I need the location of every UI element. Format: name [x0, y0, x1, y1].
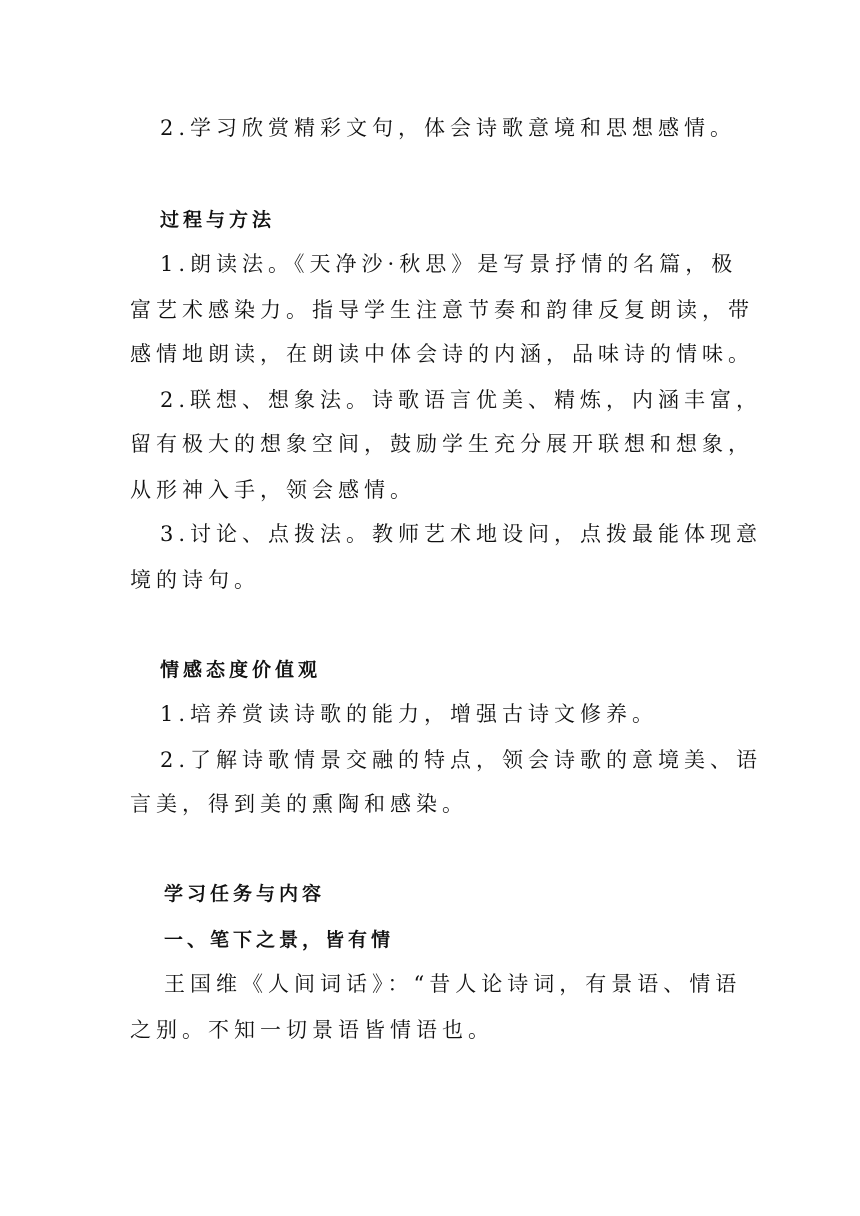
goal-item-2: 2.学习欣赏精彩文句，体会诗歌意境和思想感情。 — [160, 116, 737, 140]
method-2-line-1: 2.联想、想象法。诗歌语言优美、精炼，内涵丰富， — [160, 388, 763, 412]
method-1-line-2: 富艺术感染力。指导学生注意节奏和韵律反复朗读，带 — [130, 298, 754, 322]
attitude-item-2-line-2: 言美，得到美的熏陶和感染。 — [130, 792, 468, 816]
attitude-item-1: 1.培养赏读诗歌的能力，增强古诗文修养。 — [160, 702, 659, 726]
method-2-line-3: 从形神入手，领会感情。 — [130, 478, 416, 502]
attitude-item-2-line-1: 2.了解诗歌情景交融的特点，领会诗歌的意境美、语 — [160, 748, 763, 772]
quote-line-1: 王国维《人间词话》：“昔人论诗词，有景语、情语 — [164, 972, 742, 996]
method-2-line-2: 留有极大的想象空间，鼓励学生充分展开联想和想象， — [130, 432, 754, 456]
task-subheading: 一、笔下之景，皆有情 — [164, 929, 395, 951]
method-3-line-1: 3.讨论、点拨法。教师艺术地设问，点拨最能体现意 — [160, 522, 763, 546]
method-1-line-3: 感情地朗读，在朗读中体会诗的内涵，品味诗的情味。 — [130, 342, 754, 366]
method-3-line-2: 境的诗句。 — [130, 568, 260, 592]
section-heading-tasks: 学习任务与内容 — [164, 883, 326, 905]
section-heading-process-methods: 过程与方法 — [160, 209, 276, 231]
quote-line-2: 之别。不知一切景语皆情语也。 — [130, 1018, 494, 1042]
method-1-line-1: 1.朗读法。《天净沙·秋思》是写景抒情的名篇，极 — [160, 252, 738, 276]
section-heading-attitudes: 情感态度价值观 — [160, 659, 322, 681]
